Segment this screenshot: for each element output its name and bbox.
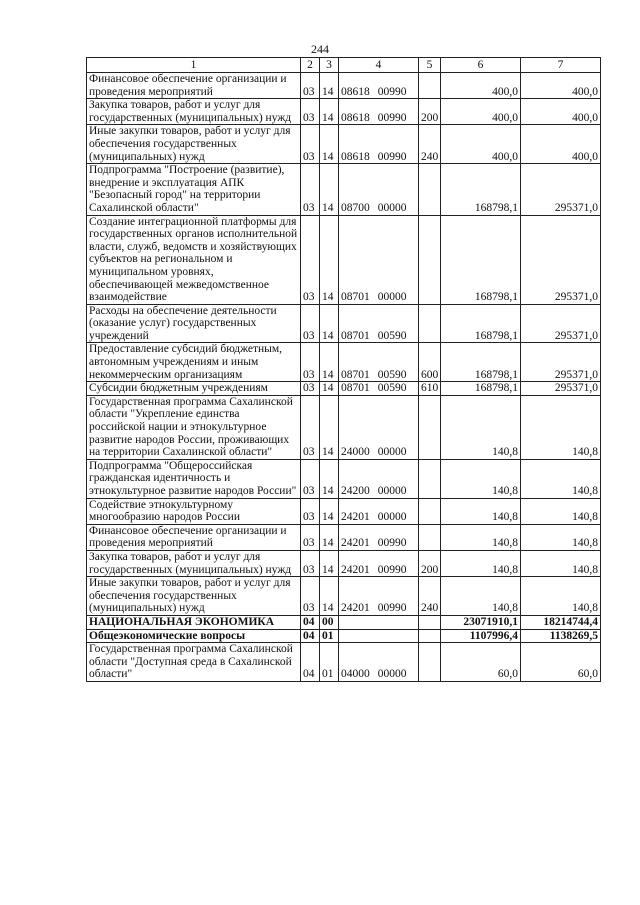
- row-section: 03: [301, 164, 320, 215]
- row-expense-type: [419, 215, 441, 304]
- row-target-article: [339, 459, 419, 498]
- row-target-article-direction: 00590: [377, 368, 407, 381]
- row-subsection: 14: [320, 304, 339, 343]
- row-amount-col7: 400,0: [521, 125, 601, 164]
- row-amount-col6: 400,0: [441, 99, 521, 125]
- row-amount-col6: 23071910,1: [441, 615, 521, 629]
- row-subsection: 14: [320, 459, 339, 498]
- row-target-article: [339, 125, 419, 164]
- row-subsection: 00: [320, 615, 339, 629]
- table-row: [87, 343, 601, 382]
- table-row: [87, 615, 601, 629]
- row-target-article-direction: 00000: [377, 446, 407, 459]
- row-target-article-program: 24000: [341, 446, 370, 459]
- row-amount-col6: 1107996,4: [441, 629, 521, 643]
- row-amount-col6: 168798,1: [441, 343, 521, 382]
- row-amount-col7: 1138269,5: [521, 629, 601, 643]
- row-target-article: [339, 524, 419, 550]
- header-col-6: 6: [441, 58, 521, 73]
- table-row: [87, 459, 601, 498]
- row-amount-col7: 60,0: [521, 643, 601, 682]
- row-target-article: [339, 73, 419, 99]
- row-amount-col6: 168798,1: [441, 215, 521, 304]
- row-section: 03: [301, 215, 320, 304]
- row-target-article-direction: 00000: [377, 291, 407, 304]
- page-number: 244: [311, 42, 329, 56]
- row-target-article-program: 08701: [341, 329, 370, 342]
- row-target-article-direction: 00000: [377, 201, 407, 214]
- row-subsection: 01: [320, 643, 339, 682]
- row-amount-col7: 140,8: [521, 577, 601, 616]
- row-name: Финансовое обеспечение организации и проведения мероприятий: [87, 524, 301, 550]
- row-subsection: 14: [320, 215, 339, 304]
- table-row: [87, 382, 601, 396]
- row-amount-col7: 400,0: [521, 73, 601, 99]
- row-target-article-direction: 00990: [377, 563, 407, 576]
- header-row: [87, 58, 601, 73]
- row-target-article-direction: 00990: [377, 537, 407, 550]
- row-target-article: [339, 550, 419, 576]
- row-target-article-direction: 00990: [377, 85, 407, 98]
- row-target-article: [339, 498, 419, 524]
- table-row: [87, 215, 601, 304]
- table-body: [87, 73, 601, 682]
- row-amount-col7: 400,0: [521, 99, 601, 125]
- row-target-article: [339, 99, 419, 125]
- row-target-article: [339, 215, 419, 304]
- row-target-article-program: 08701: [341, 382, 370, 395]
- row-target-article-direction: 00990: [377, 111, 407, 124]
- row-expense-type: 240: [419, 125, 441, 164]
- row-amount-col7: 140,8: [521, 459, 601, 498]
- row-expense-type: [419, 615, 441, 629]
- row-amount-col6: 140,8: [441, 524, 521, 550]
- row-name: Расходы на обеспечение деятельности (оказание услуг) государственных учреждений: [87, 304, 301, 343]
- row-expense-type: 200: [419, 99, 441, 125]
- table-row: [87, 395, 601, 459]
- row-amount-col6: 400,0: [441, 73, 521, 99]
- row-target-article-direction: 00000: [377, 511, 407, 524]
- row-target-article: [339, 577, 419, 616]
- row-target-article-program: 08618: [341, 150, 370, 163]
- row-amount-col6: 168798,1: [441, 164, 521, 215]
- budget-table: [86, 57, 601, 682]
- row-amount-col7: 140,8: [521, 524, 601, 550]
- row-expense-type: [419, 395, 441, 459]
- row-amount-col6: 60,0: [441, 643, 521, 682]
- table-row: [87, 550, 601, 576]
- table-row: [87, 164, 601, 215]
- row-amount-col6: 168798,1: [441, 304, 521, 343]
- row-section: 03: [301, 459, 320, 498]
- row-subsection: 14: [320, 382, 339, 396]
- row-name: Иные закупки товаров, работ и услуг для обеспечения государственных (муниципальных) нужд: [87, 577, 301, 616]
- row-expense-type: [419, 643, 441, 682]
- row-name: Создание интеграционной платформы для государственных органов исполнительной власти, служб, ведомств и хозяйствующих субъектов на региональном и муниципальном уровнях, обеспечивающей межведомственное взаимодействие: [87, 215, 301, 304]
- row-expense-type: 240: [419, 577, 441, 616]
- row-section: 03: [301, 125, 320, 164]
- row-target-article-program: 24201: [341, 537, 370, 550]
- row-section: 03: [301, 498, 320, 524]
- row-expense-type: 610: [419, 382, 441, 396]
- row-name: Общеэкономические вопросы: [87, 629, 301, 643]
- table-row: [87, 125, 601, 164]
- row-amount-col7: 140,8: [521, 550, 601, 576]
- row-target-article: [339, 164, 419, 215]
- row-subsection: 14: [320, 577, 339, 616]
- row-amount-col7: 140,8: [521, 395, 601, 459]
- header-col-7: 7: [521, 58, 601, 73]
- row-name: Закупка товаров, работ и услуг для государственных (муниципальных) нужд: [87, 99, 301, 125]
- row-amount-col7: 295371,0: [521, 382, 601, 396]
- row-subsection: 01: [320, 629, 339, 643]
- table-row: [87, 643, 601, 682]
- table-row: [87, 577, 601, 616]
- row-target-article: [339, 615, 419, 629]
- row-subsection: 14: [320, 99, 339, 125]
- row-target-article-direction: 00990: [377, 150, 407, 163]
- header-col-5: 5: [419, 58, 441, 73]
- row-target-article: [339, 629, 419, 643]
- row-subsection: 14: [320, 125, 339, 164]
- header-col-3: 3: [320, 58, 339, 73]
- row-subsection: 14: [320, 343, 339, 382]
- row-target-article: [339, 382, 419, 396]
- row-subsection: 14: [320, 395, 339, 459]
- row-name: Содействие этнокультурному многообразию народов России: [87, 498, 301, 524]
- row-name: Закупка товаров, работ и услуг для государственных (муниципальных) нужд: [87, 550, 301, 576]
- row-target-article: [339, 343, 419, 382]
- row-section: 03: [301, 550, 320, 576]
- row-target-article: [339, 304, 419, 343]
- row-target-article-program: 08618: [341, 111, 370, 124]
- row-amount-col7: 295371,0: [521, 343, 601, 382]
- row-target-article-program: 08701: [341, 368, 370, 381]
- table-row: [87, 524, 601, 550]
- row-expense-type: [419, 498, 441, 524]
- row-target-article-program: 04000: [341, 668, 370, 681]
- row-section: 03: [301, 524, 320, 550]
- row-amount-col6: 140,8: [441, 395, 521, 459]
- row-name: Государственная программа Сахалинской области "Укрепление единства российской нации и этнокультурное развитие народов России, проживающих на территории Сахалинской области": [87, 395, 301, 459]
- row-amount-col6: 140,8: [441, 577, 521, 616]
- row-subsection: 14: [320, 524, 339, 550]
- row-section: 03: [301, 395, 320, 459]
- row-section: 04: [301, 615, 320, 629]
- row-name: Подпрограмма "Общероссийская гражданская идентичность и этнокультурное развитие народов России": [87, 459, 301, 498]
- table-row: [87, 99, 601, 125]
- row-target-article-program: 08618: [341, 85, 370, 98]
- row-amount-col6: 168798,1: [441, 382, 521, 396]
- row-expense-type: [419, 304, 441, 343]
- row-target-article-program: 08701: [341, 291, 370, 304]
- table-row: [87, 304, 601, 343]
- row-section: 03: [301, 343, 320, 382]
- row-target-article: [339, 395, 419, 459]
- row-name: Подпрограмма "Построение (развитие), внедрение и эксплуатация АПК "Безопасный город" на территории Сахалинской области": [87, 164, 301, 215]
- table-row: [87, 629, 601, 643]
- row-expense-type: [419, 459, 441, 498]
- row-target-article-program: 08700: [341, 201, 370, 214]
- row-amount-col6: 140,8: [441, 459, 521, 498]
- row-amount-col6: 140,8: [441, 498, 521, 524]
- row-subsection: 14: [320, 498, 339, 524]
- header-col-1: 1: [87, 58, 301, 73]
- row-subsection: 14: [320, 550, 339, 576]
- row-amount-col6: 400,0: [441, 125, 521, 164]
- row-section: 03: [301, 99, 320, 125]
- header-col-2: 2: [301, 58, 320, 73]
- row-section: 03: [301, 382, 320, 396]
- row-amount-col7: 295371,0: [521, 164, 601, 215]
- row-expense-type: [419, 524, 441, 550]
- row-expense-type: 600: [419, 343, 441, 382]
- row-section: 03: [301, 304, 320, 343]
- row-amount-col7: 140,8: [521, 498, 601, 524]
- row-name: НАЦИОНАЛЬНАЯ ЭКОНОМИКА: [87, 615, 301, 629]
- row-target-article-direction: 00000: [377, 668, 407, 681]
- row-target-article-program: 24200: [341, 485, 370, 497]
- row-target-article-direction: 00590: [377, 329, 407, 342]
- table-row: [87, 498, 601, 524]
- row-target-article-program: 24201: [341, 511, 370, 524]
- row-name: Финансовое обеспечение организации и проведения мероприятий: [87, 73, 301, 99]
- row-target-article-direction: 00590: [377, 382, 407, 395]
- row-subsection: 14: [320, 164, 339, 215]
- row-name: Предоставление субсидий бюджетным, автономным учреждениям и иным некоммерческим организациям: [87, 343, 301, 382]
- row-section: 03: [301, 73, 320, 99]
- row-target-article: [339, 643, 419, 682]
- row-name: Государственная программа Сахалинской области "Доступная среда в Сахалинской области": [87, 643, 301, 682]
- table-row: [87, 73, 601, 99]
- row-amount-col7: 295371,0: [521, 215, 601, 304]
- row-target-article-program: 24201: [341, 563, 370, 576]
- row-amount-col7: 295371,0: [521, 304, 601, 343]
- row-section: 04: [301, 629, 320, 643]
- row-subsection: 14: [320, 73, 339, 99]
- row-section: 03: [301, 577, 320, 616]
- row-section: 04: [301, 643, 320, 682]
- header-col-4: 4: [339, 58, 419, 73]
- row-expense-type: [419, 164, 441, 215]
- row-expense-type: [419, 73, 441, 99]
- row-amount-col7: 18214744,4: [521, 615, 601, 629]
- row-name: Иные закупки товаров, работ и услуг для обеспечения государственных (муниципальных) нужд: [87, 125, 301, 164]
- row-name: Субсидии бюджетным учреждениям: [87, 382, 301, 396]
- row-amount-col6: 140,8: [441, 550, 521, 576]
- row-expense-type: 200: [419, 550, 441, 576]
- row-expense-type: [419, 629, 441, 643]
- row-target-article-program: 24201: [341, 602, 370, 615]
- row-target-article-direction: 00000: [377, 485, 407, 497]
- row-target-article-direction: 00990: [377, 602, 407, 615]
